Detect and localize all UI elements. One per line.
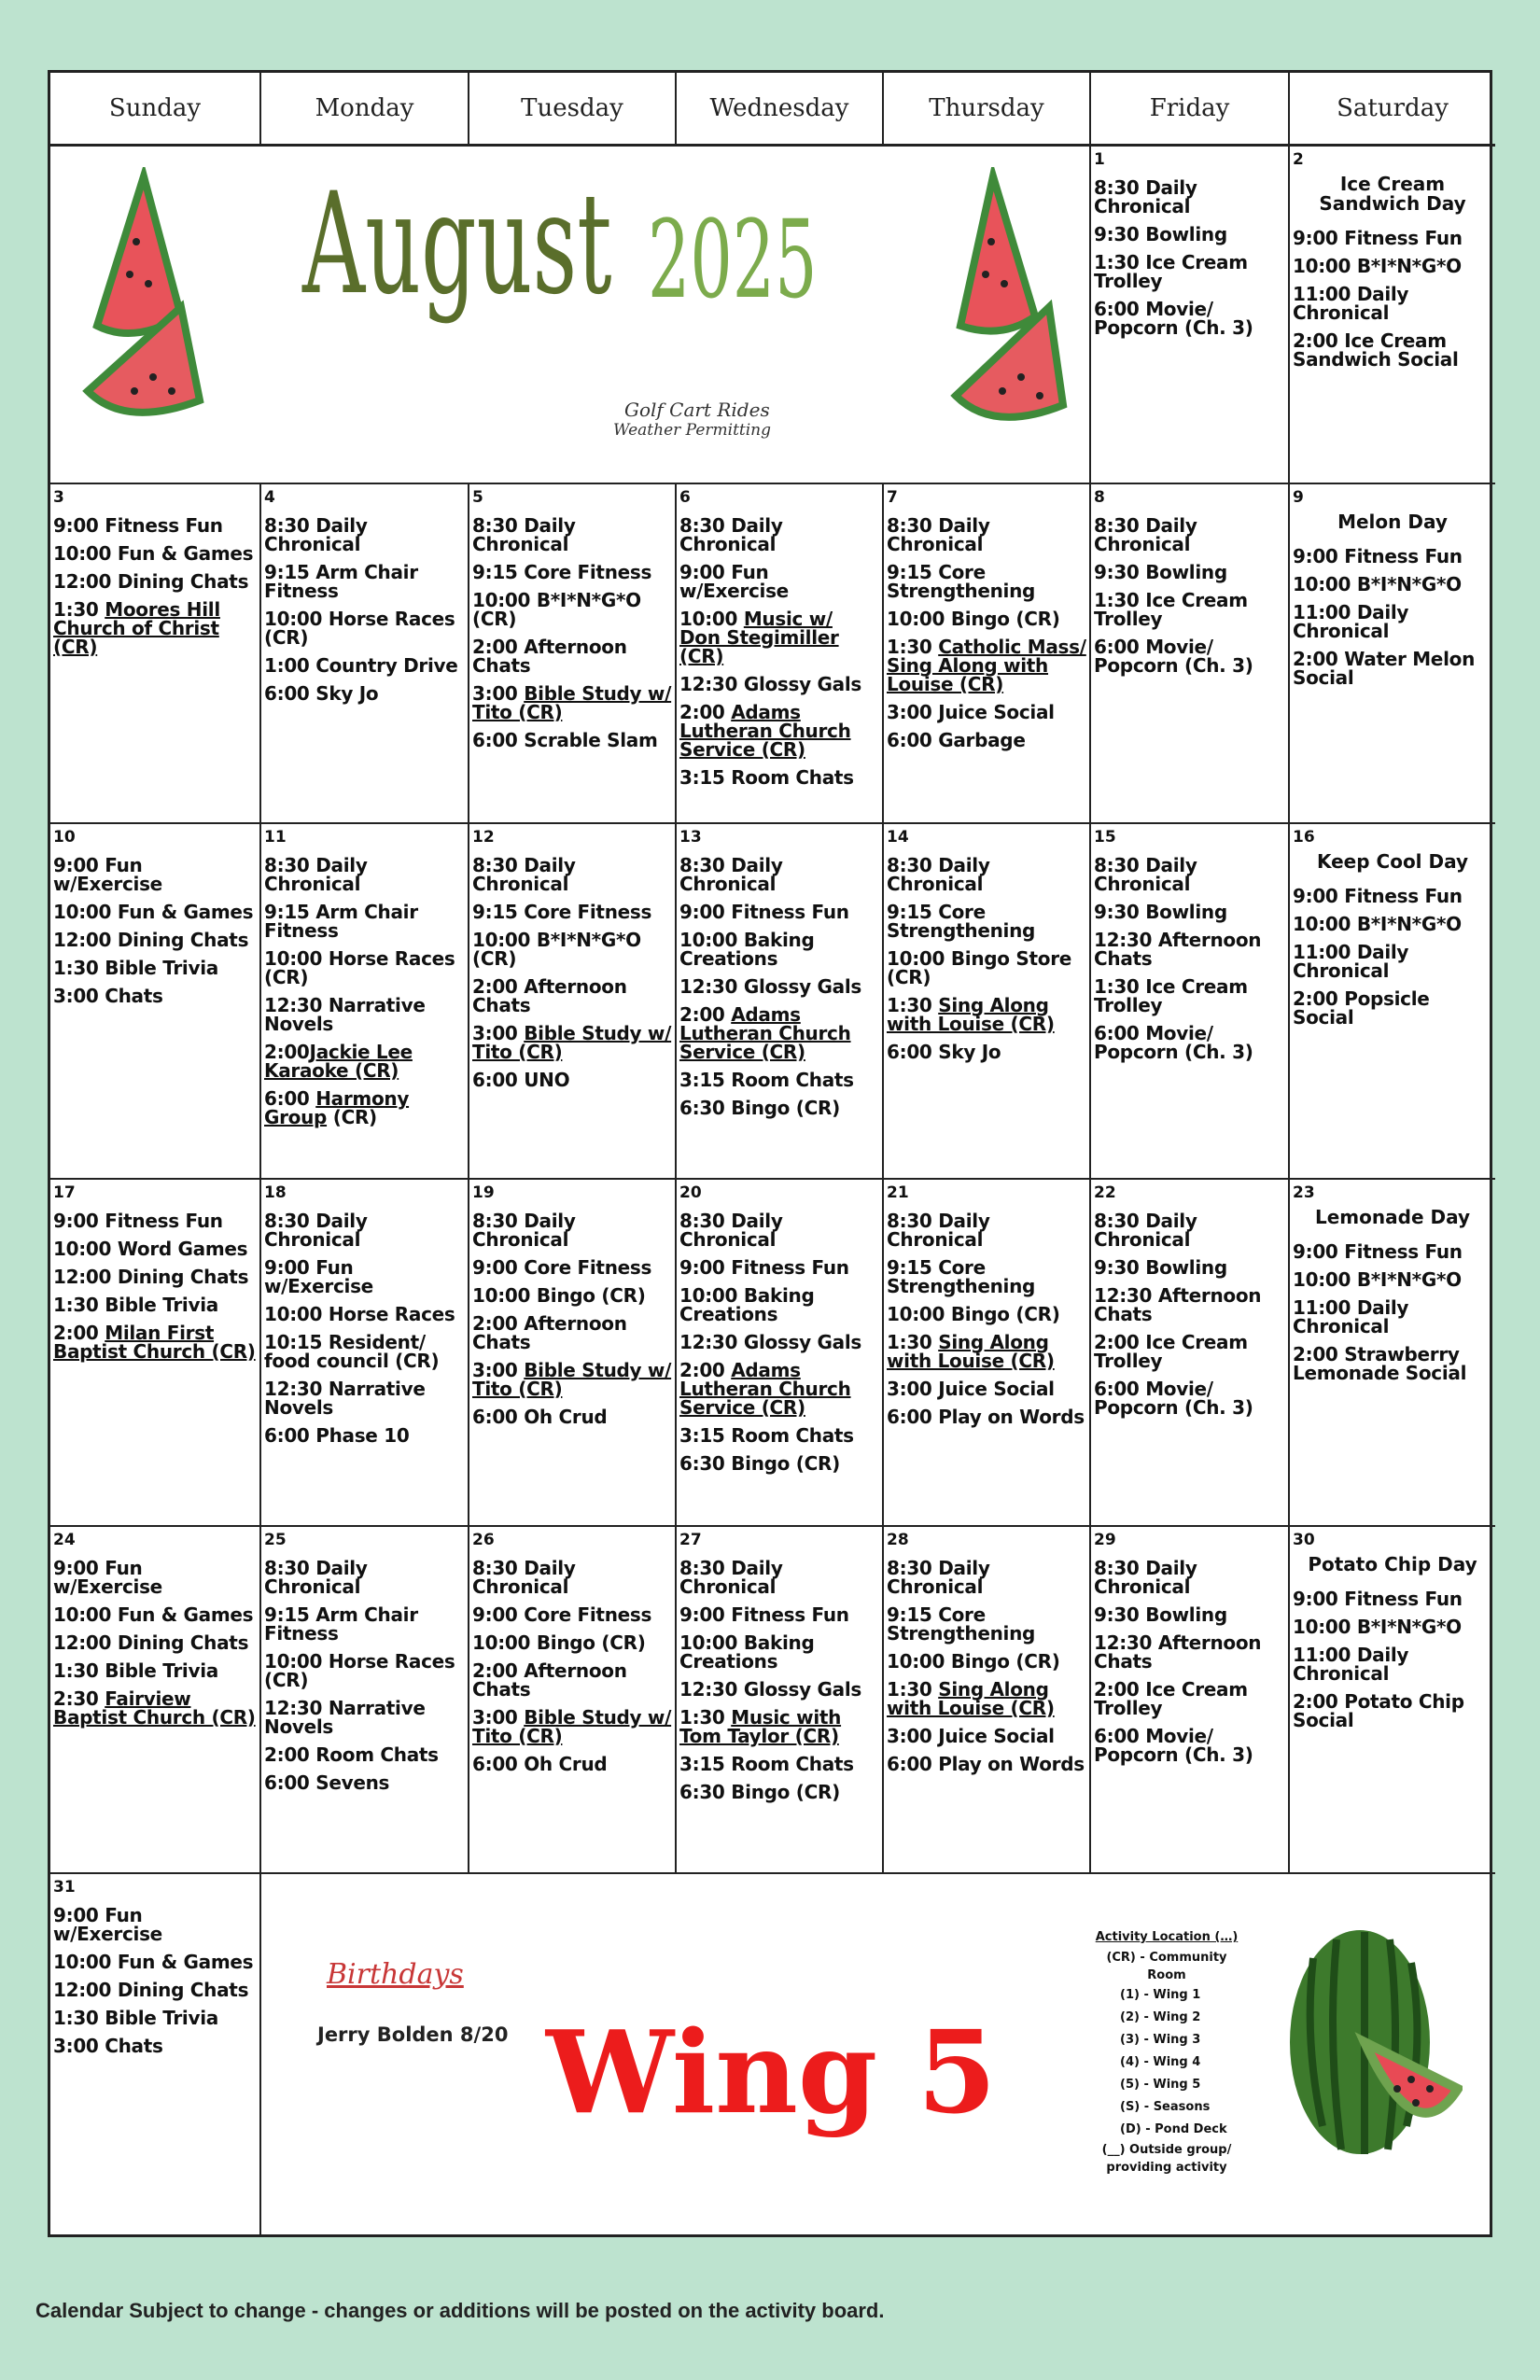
activity-item: 1:30 Sing Along with Louise (CR)	[887, 1331, 1055, 1372]
activity-item: 2:00 Popsicle Social	[1293, 987, 1430, 1029]
activity-item: 12:30 Glossy Gals	[679, 673, 862, 695]
day-number: 11	[264, 828, 287, 847]
activity-item: 11:00 Daily Chronical	[1293, 941, 1409, 982]
activity-item: 2:00 Water Melon Social	[1293, 648, 1476, 689]
legend-item: (1) - Wing 1	[1120, 1988, 1201, 2002]
activity-item: 10:00 Horse Races	[264, 1303, 455, 1325]
day-number: 17	[53, 1183, 76, 1202]
day-cell	[1290, 1527, 1495, 1874]
activity-item: 1:30 Ice Cream Trolley	[1094, 975, 1248, 1016]
activity-item: 9:00 Fitness Fun	[1293, 1588, 1463, 1610]
activity-item: 10:00 Fun & Games	[53, 901, 254, 923]
activity-item: 2:00 Room Chats	[264, 1743, 439, 1766]
day-cell	[884, 1180, 1091, 1527]
activity-item: 12:00 Dining Chats	[53, 1979, 249, 2001]
activity-item: 11:00 Daily Chronical	[1293, 601, 1409, 642]
activity-item: 9:15 Core Fitness	[472, 561, 652, 583]
activity-item: 3:15 Room Chats	[679, 1753, 854, 1775]
day-number: 18	[264, 1183, 287, 1202]
day-cell	[50, 1527, 261, 1874]
month-title: August	[302, 163, 612, 326]
activity-item: 6:00 Play on Words	[887, 1753, 1085, 1775]
legend-item: (2) - Wing 2	[1120, 2010, 1201, 2024]
activity-item: 6:00 Play on Words	[887, 1406, 1085, 1428]
day-number: 2	[1293, 150, 1304, 169]
activity-item: 2:30 Fairview Baptist Church (CR)	[53, 1687, 256, 1729]
activity-item: 12:30 Narrative Novels	[264, 1378, 426, 1419]
activity-item: 10:15 Resident/ food council (CR)	[264, 1331, 440, 1372]
activity-item: 12:30 Afternoon Chats	[1094, 1284, 1262, 1325]
activity-item: 9:30 Bowling	[1094, 1603, 1227, 1626]
activity-item: 9:00 Fitness Fun	[679, 1603, 849, 1626]
activity-item: 3:00 Bible Study w/ Tito (CR)	[472, 682, 672, 723]
legend-item: (CR) - Community Room	[1106, 1951, 1227, 1982]
activity-item: 10:00 Baking Creations	[679, 1631, 815, 1673]
activity-item: 1:30 Moores Hill Church of Christ (CR)	[53, 598, 220, 658]
day-theme: Keep Cool Day	[1316, 850, 1469, 873]
activity-item: 3:00 Juice Social	[887, 1378, 1055, 1400]
activity-item: 9:00 Fitness Fun	[53, 1210, 223, 1232]
weekday-header-tuesday: Tuesday	[469, 73, 677, 147]
activity-item: 10:00 B*I*N*G*O	[1293, 913, 1462, 935]
activity-item: 2:00 Afternoon Chats	[472, 1659, 627, 1701]
activity-item: 1:30 Sing Along with Louise (CR)	[887, 1678, 1055, 1719]
day-cell	[884, 1527, 1091, 1874]
activity-item: 3:00 Chats	[53, 2035, 163, 2057]
activity-item: 6:00 Garbage	[887, 729, 1026, 751]
activity-item: 6:00 Oh Crud	[472, 1753, 608, 1775]
activity-item: 1:30 Ice Cream Trolley	[1094, 251, 1248, 292]
activity-item: 12:30 Glossy Gals	[679, 975, 862, 998]
activity-item: 10:00 Word Games	[53, 1238, 248, 1260]
activity-item: 10:00 Horse Races (CR)	[264, 1650, 455, 1691]
activity-item: 3:00 Juice Social	[887, 1725, 1055, 1747]
activity-item: 8:30 Daily Chronical	[887, 854, 990, 895]
day-number: 4	[264, 488, 275, 507]
activity-item: 9:15 Core Strengthening	[887, 561, 1036, 602]
activity-item: 1:30 Bible Trivia	[53, 957, 218, 979]
activity-item: 8:30 Daily Chronical	[264, 1557, 368, 1598]
day-theme: Lemonade Day	[1315, 1206, 1470, 1228]
day-cell	[884, 484, 1091, 824]
day-cell	[50, 484, 261, 824]
activity-item: 10:00 B*I*N*G*O	[1293, 1268, 1462, 1291]
activity-item: 9:15 Core Strengthening	[887, 1603, 1036, 1645]
day-cell	[261, 1527, 469, 1874]
activity-item: 11:00 Daily Chronical	[1293, 283, 1409, 324]
day-number: 10	[53, 828, 76, 847]
activity-item: 10:00 B*I*N*G*O	[1293, 573, 1462, 595]
activity-item: 2:00 Afternoon Chats	[472, 975, 627, 1016]
activity-item: 10:00 Baking Creations	[679, 1284, 815, 1325]
activity-item: 9:00 Fitness Fun	[679, 901, 849, 923]
wing-label: Wing 5	[546, 2005, 997, 2139]
activity-item: 8:30 Daily Chronical	[472, 1557, 576, 1598]
activity-item: 2:00 Afternoon Chats	[472, 1312, 627, 1353]
activity-item: 10:00 Fun & Games	[53, 542, 254, 565]
activity-item: 6:00 Movie/ Popcorn (Ch. 3)	[1094, 1725, 1253, 1766]
day-cell	[1290, 824, 1495, 1180]
activity-item: 9:00 Core Fitness	[472, 1603, 652, 1626]
activity-item: 3:00 Chats	[53, 985, 163, 1007]
day-cell	[469, 1527, 677, 1874]
activity-item: 1:30 Sing Along with Louise (CR)	[887, 994, 1055, 1035]
day-theme: Ice Cream Sandwich Day	[1319, 173, 1466, 215]
activity-item: 12:30 Narrative Novels	[264, 1697, 426, 1738]
activity-item: 9:15 Arm Chair Fitness	[264, 901, 418, 942]
activity-item: 9:15 Core Strengthening	[887, 901, 1036, 942]
day-number: 27	[679, 1531, 702, 1549]
day-number: 8	[1094, 488, 1105, 507]
activity-item: 9:00 Fun w/Exercise	[53, 1557, 162, 1598]
activity-item: 9:00 Fun w/Exercise	[53, 854, 162, 895]
day-cell	[1290, 1180, 1495, 1527]
activity-item: 10:00 B*I*N*G*O	[1293, 1616, 1462, 1638]
day-number: 29	[1094, 1531, 1116, 1549]
activity-item: 6:00 Scrable Slam	[472, 729, 658, 751]
activity-item: 10:00 Bingo (CR)	[887, 1650, 1060, 1673]
weather-note: Weather Permitting	[613, 421, 772, 440]
activity-item: 12:00 Dining Chats	[53, 1266, 249, 1288]
activity-item: 12:00 Dining Chats	[53, 570, 249, 593]
activity-location-legend	[1092, 1925, 1241, 2177]
day-number: 9	[1293, 488, 1304, 507]
weekday-header-friday: Friday	[1091, 73, 1290, 147]
activity-item: 8:30 Daily Chronical	[679, 1557, 783, 1598]
activity-item: 8:30 Daily Chronical	[1094, 854, 1197, 895]
activity-item: 8:30 Daily Chronical	[1094, 1210, 1197, 1251]
activity-item: 8:30 Daily Chronical	[472, 854, 576, 895]
day-cell	[1091, 484, 1290, 824]
weekday-header-thursday: Thursday	[884, 73, 1091, 147]
day-number: 16	[1293, 828, 1315, 847]
day-number: 14	[887, 828, 909, 847]
legend-item: (S) - Seasons	[1120, 2100, 1211, 2114]
activity-item: 3:15 Room Chats	[679, 1424, 854, 1447]
activity-item: 6:00 Harmony Group (CR)	[264, 1087, 410, 1128]
activity-item: 6:00 Sevens	[264, 1771, 390, 1794]
activity-item: 6:00 Movie/ Popcorn (Ch. 3)	[1094, 1378, 1253, 1419]
activity-item: 9:00 Fitness Fun	[1293, 885, 1463, 907]
activity-item: 8:30 Daily Chronical	[679, 1210, 783, 1251]
activity-item: 8:30 Daily Chronical	[887, 514, 990, 555]
activity-item: 10:00 Bingo (CR)	[472, 1284, 646, 1307]
activity-item: 3:00 Bible Study w/ Tito (CR)	[472, 1706, 672, 1747]
whole-watermelon-icon	[1285, 1921, 1463, 2163]
activity-item: 6:00 Phase 10	[264, 1424, 410, 1447]
weekday-header-sunday: Sunday	[50, 73, 261, 147]
activity-item: 8:30 Daily Chronical	[887, 1557, 990, 1598]
activity-item: 8:30 Daily Chronical	[264, 854, 368, 895]
activity-item: 6:00 Sky Jo	[264, 682, 379, 705]
legend-item: (3) - Wing 3	[1120, 2033, 1201, 2047]
activity-item: 10:00 Bingo (CR)	[472, 1631, 646, 1654]
weekday-header-wednesday: Wednesday	[677, 73, 884, 147]
year-title: 2025	[648, 198, 818, 323]
activity-item: 9:15 Arm Chair Fitness	[264, 1603, 418, 1645]
activity-item: 2:00 Strawberry Lemonade Social	[1293, 1343, 1467, 1384]
day-cell	[469, 1180, 677, 1527]
activity-item: 6:30 Bingo (CR)	[679, 1452, 840, 1475]
day-number: 5	[472, 488, 483, 507]
day-number: 1	[1094, 150, 1105, 169]
golf-cart-note: Golf Cart Rides	[624, 399, 770, 421]
activity-item: 6:00 Oh Crud	[472, 1406, 608, 1428]
activity-item: 6:30 Bingo (CR)	[679, 1781, 840, 1803]
calendar-grid	[48, 70, 1492, 2237]
day-cell	[1091, 1527, 1290, 1874]
activity-item: 9:00 Fitness Fun	[53, 514, 223, 537]
activity-item: 9:00 Fitness Fun	[1293, 1240, 1463, 1263]
activity-item: 1:30 Ice Cream Trolley	[1094, 589, 1248, 630]
day-number: 20	[679, 1183, 702, 1202]
activity-item: 8:30 Daily Chronical	[472, 1210, 576, 1251]
day-cell	[1091, 1180, 1290, 1527]
activity-item: 3:15 Room Chats	[679, 1069, 854, 1091]
day-number: 30	[1293, 1531, 1315, 1549]
activity-item: 12:00 Dining Chats	[53, 929, 249, 951]
activity-item: 1:30 Bible Trivia	[53, 1294, 218, 1316]
legend-title: Activity Location (…)	[1095, 1930, 1239, 1944]
activity-item: 3:00 Juice Social	[887, 701, 1055, 723]
activity-item: 2:00Jackie Lee Karaoke (CR)	[264, 1041, 413, 1082]
footer-panel	[261, 1874, 1495, 2234]
day-number: 26	[472, 1531, 495, 1549]
activity-item: 6:00 Movie/ Popcorn (Ch. 3)	[1094, 1022, 1253, 1063]
day-theme: Potato Chip Day	[1308, 1553, 1477, 1575]
activity-item: 10:00 B*I*N*G*O (CR)	[472, 929, 641, 970]
activity-item: 12:30 Afternoon Chats	[1094, 1631, 1262, 1673]
activity-item: 9:15 Core Strengthening	[887, 1256, 1036, 1297]
activity-item: 9:00 Fun w/Exercise	[679, 561, 789, 602]
activity-item: 9:30 Bowling	[1094, 223, 1227, 245]
activity-item: 3:00 Bible Study w/ Tito (CR)	[472, 1022, 672, 1063]
activity-item: 11:00 Daily Chronical	[1293, 1644, 1409, 1685]
activity-item: 6:00 Movie/ Popcorn (Ch. 3)	[1094, 298, 1253, 339]
month-banner	[50, 147, 1091, 484]
activity-item: 9:00 Fitness Fun	[1293, 227, 1463, 249]
activity-item: 2:00 Ice Cream Trolley	[1094, 1678, 1248, 1719]
day-number: 12	[472, 828, 495, 847]
day-cell	[261, 1180, 469, 1527]
activity-item: 1:30 Catholic Mass/ Sing Along with Louise (CR)	[887, 636, 1086, 695]
activity-item: 12:30 Glossy Gals	[679, 1331, 862, 1353]
day-theme: Melon Day	[1337, 511, 1448, 533]
activity-item: 2:00 Ice Cream Trolley	[1094, 1331, 1248, 1372]
birthday-entry: Jerry Bolden 8/20	[317, 2023, 509, 2046]
activity-item: 12:00 Dining Chats	[53, 1631, 249, 1654]
activity-item: 12:30 Glossy Gals	[679, 1678, 862, 1701]
activity-item: 11:00 Daily Chronical	[1293, 1296, 1409, 1337]
activity-item: 10:00 Bingo (CR)	[887, 608, 1060, 630]
day-number: 31	[53, 1878, 76, 1897]
activity-item: 10:00 Horse Races (CR)	[264, 608, 455, 649]
activity-item: 2:00 Afternoon Chats	[472, 636, 627, 677]
activity-item: 9:00 Fitness Fun	[679, 1256, 849, 1279]
activity-item: 12:30 Narrative Novels	[264, 994, 426, 1035]
day-cell	[1091, 824, 1290, 1180]
day-cell	[677, 1180, 884, 1527]
activity-item: 10:00 Bingo Store (CR)	[887, 947, 1072, 988]
activity-item: 6:00 Sky Jo	[887, 1041, 1001, 1063]
activity-item: 9:00 Core Fitness	[472, 1256, 652, 1279]
day-number: 25	[264, 1531, 287, 1549]
day-cell	[50, 1874, 261, 2234]
day-number: 19	[472, 1183, 495, 1202]
activity-item: 8:30 Daily Chronical	[1094, 176, 1197, 217]
day-number: 7	[887, 488, 898, 507]
activity-item: 10:00 B*I*N*G*O (CR)	[472, 589, 641, 630]
activity-item: 9:30 Bowling	[1094, 561, 1227, 583]
activity-item: 8:30 Daily Chronical	[1094, 514, 1197, 555]
activity-item: 9:30 Bowling	[1094, 901, 1227, 923]
birthdays-title: Birthdays	[327, 1958, 464, 1991]
activity-item: 10:00 Horse Races (CR)	[264, 947, 455, 988]
day-cell	[1290, 147, 1495, 484]
day-cell	[1091, 147, 1290, 484]
activity-item: 9:00 Fun w/Exercise	[264, 1256, 373, 1297]
watermelon-slice-icon	[78, 167, 214, 438]
activity-item: 9:15 Core Fitness	[472, 901, 652, 923]
day-number: 15	[1094, 828, 1116, 847]
day-cell	[677, 824, 884, 1180]
watermelon-slice-icon	[937, 167, 1072, 438]
activity-item: 3:15 Room Chats	[679, 766, 854, 789]
activity-item: 10:00 Baking Creations	[679, 929, 815, 970]
day-cell	[1290, 484, 1495, 824]
activity-item: 10:00 B*I*N*G*O	[1293, 255, 1462, 277]
activity-item: 6:00 UNO	[472, 1069, 570, 1091]
legend-closing: (__) Outside group/ providing activity	[1101, 2143, 1232, 2175]
activity-item: 8:30 Daily Chronical	[679, 514, 783, 555]
legend-item: (4) - Wing 4	[1120, 2055, 1201, 2069]
activity-item: 9:00 Fitness Fun	[1293, 545, 1463, 567]
day-number: 6	[679, 488, 691, 507]
activity-item: 2:00 Milan First Baptist Church (CR)	[53, 1322, 256, 1363]
activity-item: 1:30 Music with Tom Taylor (CR)	[679, 1706, 842, 1747]
legend-item: (5) - Wing 5	[1120, 2078, 1201, 2092]
activity-item: 12:30 Afternoon Chats	[1094, 929, 1262, 970]
activity-item: 8:30 Daily Chronical	[264, 514, 368, 555]
day-number: 24	[53, 1531, 76, 1549]
activity-item: 2:00 Adams Lutheran Church Service (CR)	[679, 701, 851, 761]
day-number: 22	[1094, 1183, 1116, 1202]
activity-item: 2:00 Ice Cream Sandwich Social	[1293, 329, 1459, 371]
activity-item: 6:30 Bingo (CR)	[679, 1097, 840, 1119]
weekday-header-saturday: Saturday	[1290, 73, 1495, 147]
activity-item: 8:30 Daily Chronical	[472, 514, 576, 555]
activity-item: 1:00 Country Drive	[264, 654, 458, 677]
day-number: 28	[887, 1531, 909, 1549]
disclaimer-note: Calendar Subject to change - changes or additions will be posted on the activity board.	[35, 2299, 885, 2322]
activity-item: 9:00 Fun w/Exercise	[53, 1904, 162, 1945]
activity-item: 9:30 Bowling	[1094, 1256, 1227, 1279]
activity-item: 1:30 Bible Trivia	[53, 1659, 218, 1682]
activity-item: 1:30 Bible Trivia	[53, 2007, 218, 2029]
day-cell	[677, 484, 884, 824]
activity-item: 8:30 Daily Chronical	[264, 1210, 368, 1251]
activity-item: 8:30 Daily Chronical	[679, 854, 783, 895]
legend-item: (D) - Pond Deck	[1120, 2122, 1227, 2136]
activity-item: 9:15 Arm Chair Fitness	[264, 561, 418, 602]
day-cell	[884, 824, 1091, 1180]
activity-item: 2:00 Adams Lutheran Church Service (CR)	[679, 1003, 851, 1063]
activity-item: 10:00 Fun & Games	[53, 1951, 254, 1973]
activity-item: 8:30 Daily Chronical	[1094, 1557, 1197, 1598]
day-number: 23	[1293, 1183, 1315, 1202]
weekday-header-monday: Monday	[261, 73, 469, 147]
activity-item: 6:00 Movie/ Popcorn (Ch. 3)	[1094, 636, 1253, 677]
activity-item: 10:00 Fun & Games	[53, 1603, 254, 1626]
day-cell	[261, 824, 469, 1180]
day-cell	[469, 484, 677, 824]
day-cell	[50, 824, 261, 1180]
day-number: 21	[887, 1183, 909, 1202]
activity-item: 10:00 Music w/ Don Stegimiller (CR)	[679, 608, 839, 667]
day-cell	[469, 824, 677, 1180]
day-cell	[677, 1527, 884, 1874]
day-cell	[261, 484, 469, 824]
activity-item: 10:00 Bingo (CR)	[887, 1303, 1060, 1325]
activity-item: 8:30 Daily Chronical	[887, 1210, 990, 1251]
day-cell	[50, 1180, 261, 1527]
day-number: 13	[679, 828, 702, 847]
activity-item: 2:00 Potato Chip Social	[1293, 1690, 1464, 1731]
activity-item: 3:00 Bible Study w/ Tito (CR)	[472, 1359, 672, 1400]
activity-item: 2:00 Adams Lutheran Church Service (CR)	[679, 1359, 851, 1419]
day-number: 3	[53, 488, 64, 507]
